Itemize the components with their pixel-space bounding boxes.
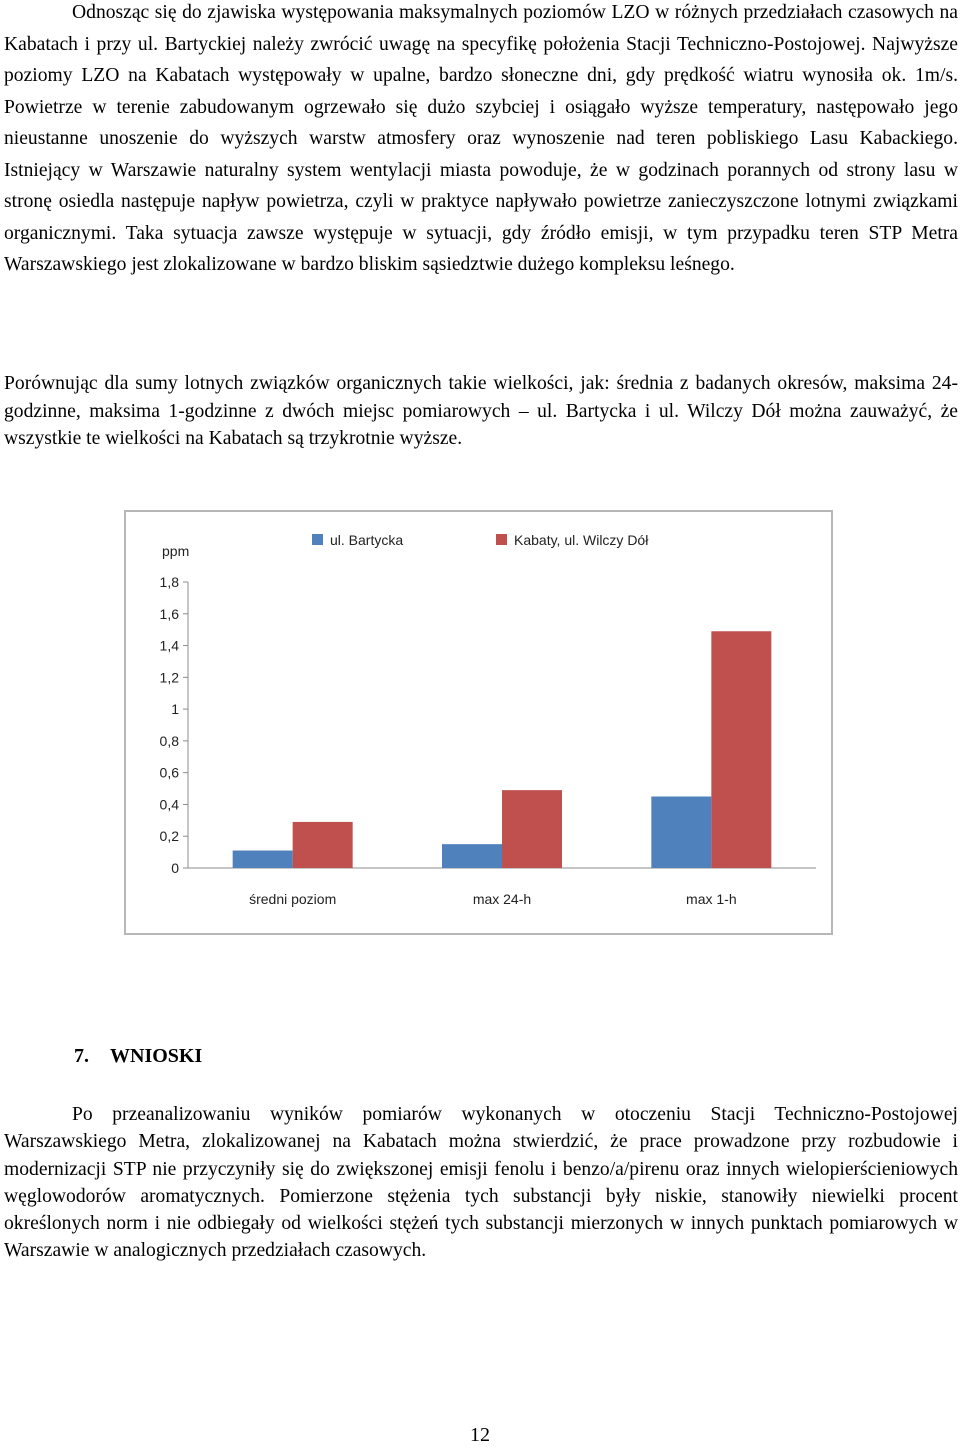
page-number: 12 [470, 1424, 490, 1446]
x-category-label: max 1-h [686, 891, 737, 907]
y-tick-label: 0,8 [159, 732, 179, 749]
x-category-label: max 24-h [472, 891, 532, 907]
bar-kabaty-1 [502, 790, 562, 868]
legend-swatch [496, 534, 507, 545]
bar-bartycka-1 [442, 844, 502, 868]
y-axis-label: ppm [162, 543, 190, 559]
y-tick-label: 0 [171, 860, 179, 876]
section-title: WNIOSKI [110, 1045, 203, 1067]
paragraph-comparison: Porównując dla sumy lotnych związków organicznych takie wielkości, jak: średnia z badanych okresów, maksima 24-godzinne, maksima 1-godzinne z dwóch miejsc pomiarowych – ul. Bartycka i ul. Wilczy Dół można zauważyć, że wszystkie te wielkości na Kabatach są trzykrotnie wyższe. [4, 373, 958, 449]
y-tick-label: 0,4 [159, 796, 179, 813]
section-heading [74, 1045, 202, 1068]
y-tick-label: 1,6 [159, 605, 179, 622]
y-tick-label: 0,6 [159, 764, 179, 781]
legend-swatch [312, 534, 323, 545]
bar-bartycka-2 [651, 797, 711, 869]
paragraph-lzo-kabaty: Odnosząc się do zjawiska występowania maksymalnych poziomów LZO w różnych przedziałach czasowych na Kabatach i przy ul. Bartyckiej należy zwrócić uwagę na specyfikę położenia Stacji Techniczno-Postojowej. Najwyższe poziomy LZO na Kabatach występowały w upalne, bardzo słoneczne dni, gdy prędkość wiatru wynosiła ok. 1m/s. Powietrze w terenie zabudowanym ogrzewało się dużo szybciej i osiągało wyższe temperatury, następowało jego nieustanne unoszenie do wyższych warstw atmosfery oraz wynoszenie nad teren pobliskiego Lasu Kabackiego. Istniejący w Warszawie naturalny system wentylacji miasta powoduje, że w godzinach porannych od strony lasu w stronę osiedla następuje napływ powietrza, czyli w praktyce napływało powietrze zanieczyszczone lotnymi związkami organicznymi. Taka sytuacja zawsze występuje w sytuacji, gdy źródło emisji, w tym przypadku teren STP Metra Warszawskiego jest zlokalizowane w bardzo bliskim sąsiedztwie dużego kompleksu leśnego. [4, 2, 958, 275]
chart-lzo-comparison [124, 510, 833, 935]
section-number: 7. [74, 1045, 89, 1067]
y-tick-label: 1 [171, 701, 179, 718]
bar-kabaty-2 [711, 631, 771, 868]
y-tick-label: 1,4 [159, 637, 179, 654]
chart-svg [126, 512, 831, 933]
y-tick-label: 1,8 [159, 574, 179, 590]
x-category-label: średni poziom [249, 891, 337, 907]
bar-bartycka-0 [233, 851, 293, 868]
paragraph-conclusions: Po przeanalizowaniu wyników pomiarów wykonanych w otoczeniu Stacji Techniczno-Postojowej Warszawskiego Metra, zlokalizowanej na Kabatach można stwierdzić, że prace prowadzone przy rozbudowie i modernizacji STP nie przyczyniły się do zwiększonej emisji fenolu i benzo/a/pirenu oraz innych wielopierścieniowych węglowodorów aromatycznych. Pomierzone stężenia tych substancji były niskie, stanowiły niewielki procent określonych norm i nie odbiegały od wielkości stężeń tych substancji mierzonych w innych punktach pomiarowych w Warszawie w analogicznych przedziałach czasowych. [4, 1104, 958, 1262]
bar-kabaty-0 [293, 822, 353, 868]
legend-label: ul. Bartycka [330, 532, 404, 548]
y-tick-label: 1,2 [159, 669, 179, 686]
legend-label: Kabaty, ul. Wilczy Dół [514, 532, 649, 548]
y-tick-label: 0,2 [159, 828, 179, 845]
